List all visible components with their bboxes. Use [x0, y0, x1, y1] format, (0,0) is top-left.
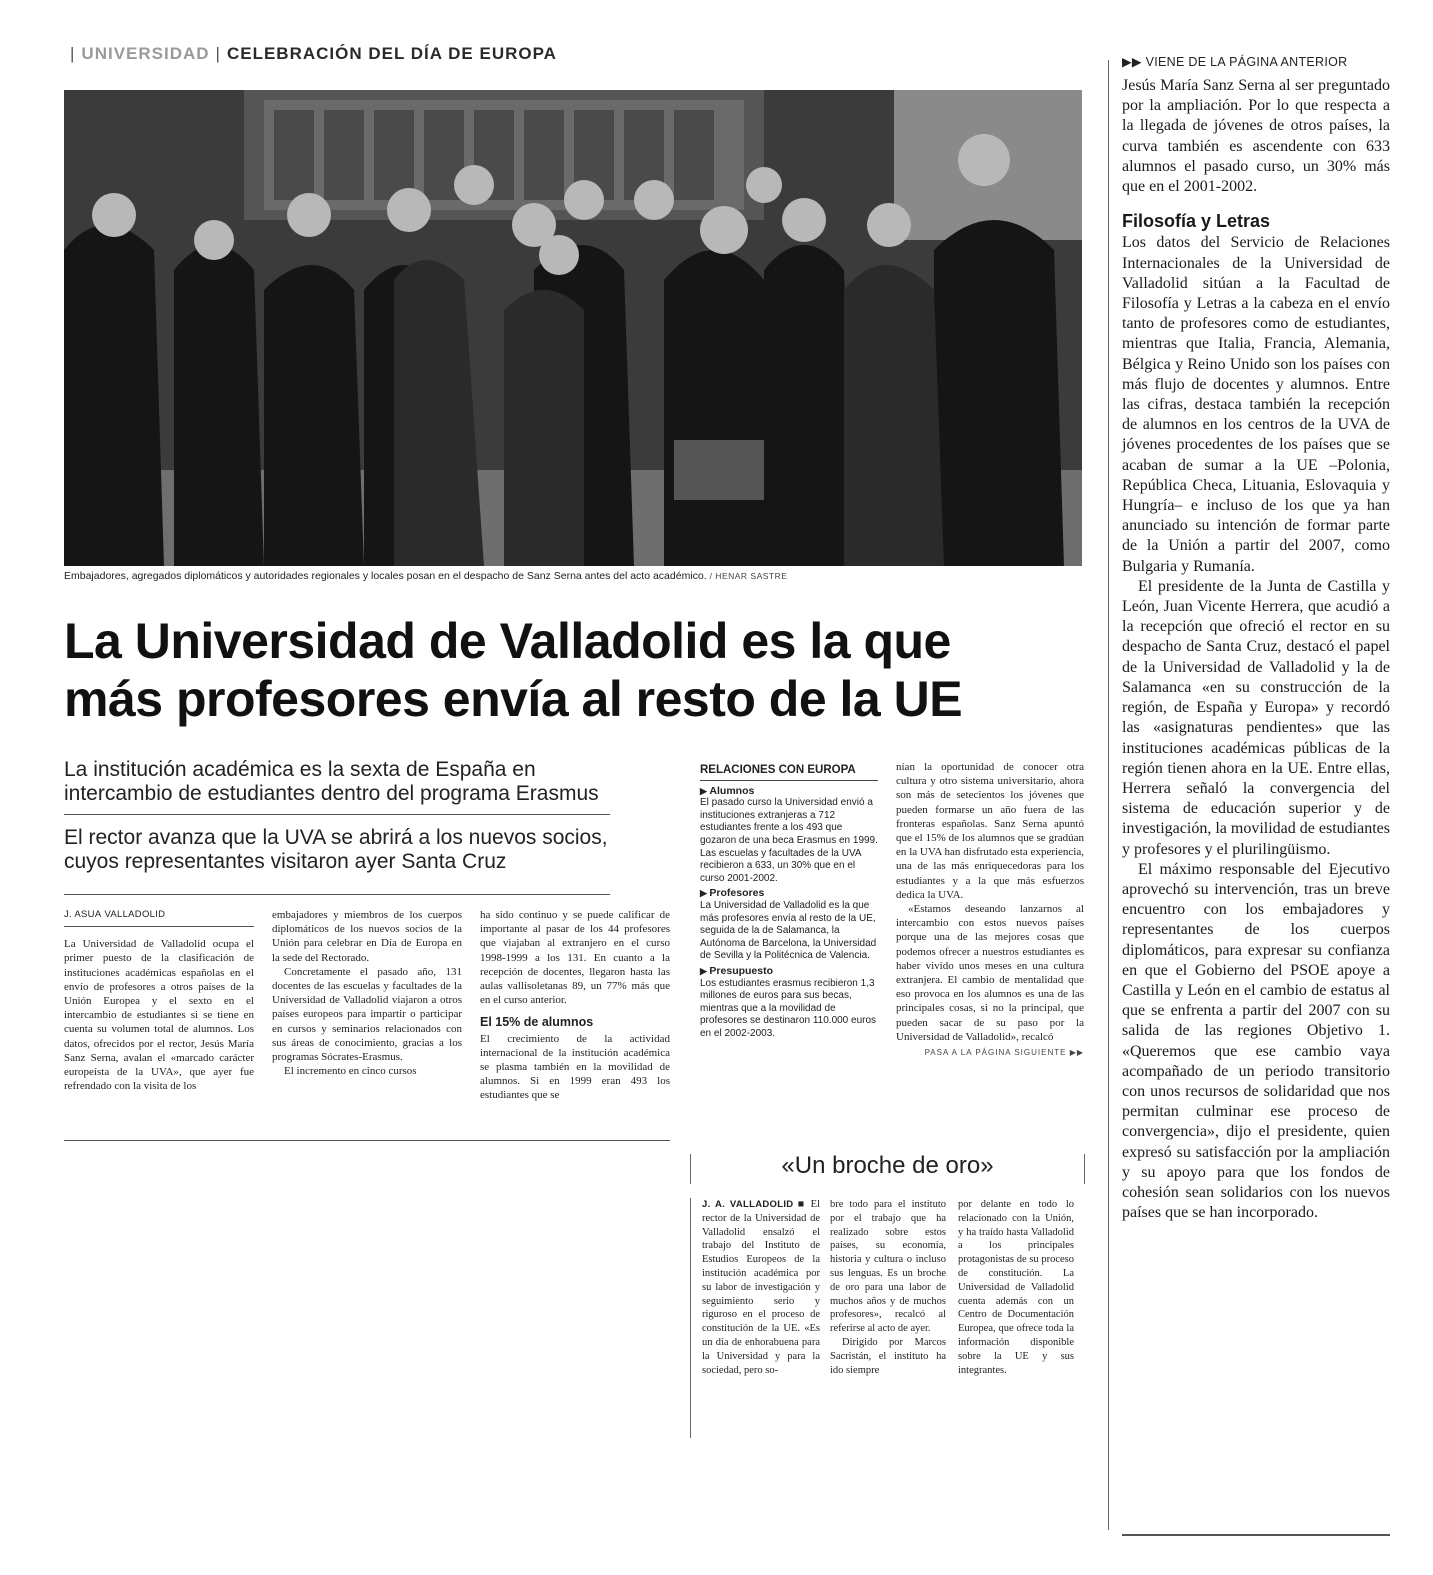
- section-header: | UNIVERSIDAD | CELEBRACIÓN DEL DÍA DE EUROPA: [70, 44, 557, 63]
- sidebar-story-column-3: [958, 1198, 1074, 1377]
- subhead-divider: [64, 814, 610, 815]
- article-paragraph: El incremento en cinco cursos: [284, 1065, 417, 1078]
- continue-note: PASA A LA PÁGINA SIGUIENTE ▶▶: [924, 1048, 1084, 1058]
- caption-text: Embajadores, agregados diplomáticos y autoridades regionales y locales posan en el despacho de Sanz Serna antes del acto académico.: [64, 570, 707, 582]
- column-divider: [1108, 60, 1109, 1530]
- group-photo: [64, 90, 1082, 566]
- headline-line-1: La Universidad de Valladolid es la que: [64, 613, 951, 669]
- info-box-heading: ▶ Profesores: [700, 887, 878, 900]
- right-column-paragraph: El máximo responsable del Ejecutivo aprovechó su intervención, tras un breve encuentro con los embajadores y representantes de los cuerpos diplomáticos, para expresar su confianza en que el Gobierno del PSOE apoye a Castilla y León en el cambio de estatus al que se enfrenta a partir del 2007 con su salida de las regiones Objetivo 1. «Queremos que ese cambio vaya acompañado de un periodo transitorio con unos recursos de solidaridad que nos permitan culminar ese proceso de convergencia», dijo el presidente, quien expresó su satisfacción por la ampliación y su apoyo para que los fondos de cohesión sean solidarios con los nuevos países que se han incorporado.: [1122, 860, 1390, 1222]
- page-bottom-rule: [1122, 1534, 1390, 1536]
- article-column-4: [896, 760, 1084, 1060]
- article-paragraph: La Universidad de Valladolid ocupa el primer puesto de la clasificación de instituciones académicas españolas en el envío de profesores a otros países de la Unión Europea y el sexto en el intercambio de estudiantes si se tiene en cuenta su volumen total de alumnos. Los datos, ofrecidos por el rector, Jesús María Sanz Serna, avalan el «marcado carácter europeísta de la UVA», que ayer fue refrendado con la visita de los: [64, 938, 254, 1093]
- sidebar-story-paragraph: Dirigido por Marcos Sacristán, el instituto ha ido siempre: [830, 1336, 946, 1376]
- info-box-heading: ▶ Presupuesto: [700, 965, 878, 978]
- article-paragraph: El crecimiento de la actividad internacional de la institución académica se plasma también en la movilidad de alumnos. Si en 1999 eran 493 los estudiantes que se: [480, 1032, 670, 1102]
- byline-rule: [64, 926, 254, 927]
- right-column: [1122, 76, 1390, 1223]
- right-column-paragraph: Los datos del Servicio de Relaciones Internacionales de la Universidad de Valladolid sitúan a la Facultad de Filosofía y Letras a la cabeza en el envío tanto de profesores como de estudiantes, mientras que Italia, Francia, Alemania, Bélgica y Reino Unido son los países con más flujo de docentes y alumnos. Entre las cifras, destaca también la recepción de alumnos en los centros de la UVA de jóvenes procedentes de los países que se acaban de sumar a la UE –Polonia, República Checa, Lituania, Eslovaquia y Hungría– e incluso de los que ya han anunciado su intención de formar parte de la Unión a partir del 2007, como Bulgaria y Rumanía.: [1122, 234, 1390, 575]
- headline-line-2: más profesores envía al resto de la UE: [64, 671, 963, 727]
- article-paragraph: embajadores y miembros de los cuerpos diplomáticos de los nuevos socios de la Unión para celebrar en Día de Europa en la sede del Rectorado.: [272, 909, 462, 964]
- continued-from-note: ▶▶ VIENE DE LA PÁGINA ANTERIOR: [1122, 55, 1348, 69]
- article-bottom-rule: [64, 1140, 670, 1141]
- article-paragraph: nían la oportunidad de conocer otra cultura y otro sistema universitario, ahora son más de setecientos los jóvenes que pueden formarse un año fuera de las fronteras españolas. Sanz Serna apuntó que el 15% de los alumnos que se gradúan en la UVA han disfrutado esta experiencia, una de las más enriquecedoras para los estudiantes y a la que más esfuerzos dedica la UVA.: [896, 761, 1084, 901]
- info-box: [700, 764, 878, 1040]
- sidebar-byline: J. A. VALLADOLID: [702, 1199, 794, 1210]
- article-column-3: [480, 908, 670, 1103]
- article-paragraph: Concretamente el pasado año, 131 docentes de las escuelas y facultades de la Universidad de Valladolid viajaron a otros países europeos para impartir o participar en cursos y seminarios relacionados con sus áreas de conocimiento, gracias a los programas Sócrates-Erasmus.: [272, 965, 462, 1064]
- subhead-1: La institución académica es la sexta de España en intercambio de estudiantes dentro del programa Erasmus: [64, 758, 599, 805]
- section-label: UNIVERSIDAD: [81, 44, 210, 63]
- article-subheading: El 15% de alumnos: [480, 1015, 594, 1030]
- subhead-2: El rector avanza que la UVA se abrirá a los nuevos socios, cuyos representantes visitaron ayer Santa Cruz: [64, 826, 608, 873]
- info-box-heading: ▶ Alumnos: [700, 785, 878, 798]
- info-box-text: El pasado curso la Universidad envió a instituciones extranjeras a 712 estudiantes frente a los 493 que gozaron de una beca Erasmus en 1999. Las escuelas y facultades de la UVA recibieron a 633, un 30% que en el curso 2001-2002.: [700, 797, 878, 884]
- photo-caption: [64, 570, 1084, 582]
- sidebar-story-paragraph: J. A. VALLADOLID ■ El rector de la Universidad de Valladolid ensalzó el trabajo del Instituto de Estudios Europeos de la institución académica por su labor de investigación y seguimiento serio y riguroso en el proceso de constitución de la UE. «Es un día de enhorabuena para la Universidad y para la sociedad, pero so-: [702, 1199, 820, 1376]
- divider: [690, 1198, 691, 1438]
- sidebar-story-column-1: [702, 1198, 820, 1377]
- info-box-text: La Universidad de Valladolid es la que más profesores envía al resto de la UE, seguida de la de Salamanca, la Autónoma de Barcelona, la Universidad de Sevilla y la Politécnica de Valencia.: [700, 899, 877, 962]
- info-box-title: RELACIONES CON EUROPA: [700, 764, 878, 781]
- article-paragraph: «Estamos deseando lanzarnos al intercambio con estos nuevos países porque una de las mejores cosas que podemos ofrecer a nuestros estudiantes es haber vivido unos meses en una cultura extranjera. El cambio de mentalidad que eso provoca en los alumnos es una de las principales cosas, si no la principal, que pueden sacar de su paso por la Universidad de Valladolid», recalcó: [896, 903, 1084, 1043]
- right-column-heading: Filosofía y Letras: [1122, 211, 1271, 232]
- article-column-1: [64, 908, 254, 1093]
- right-column-paragraph: El presidente de la Junta de Castilla y León, Juan Vicente Herrera, que acudió a la recepción que ofreció el rector en su despacho de Santa Cruz, destacó el papel de la Universidad de Valladolid y la de Salamanca «en su construcción de la región, de España y Europa» y recordó las «asignaturas pendientes» que las instituciones académicas públicas de la región tienen ahora en la UE. Entre ellas, Herrera señaló la convergencia del sistema de educación superior y de investigación, la movilidad de estudiantes y profesores y el plurilingüismo.: [1122, 577, 1390, 858]
- byline: J. ASUA VALLADOLID: [64, 909, 166, 920]
- section-title: CELEBRACIÓN DEL DÍA DE EUROPA: [226, 44, 557, 63]
- article-column-2: [272, 908, 462, 1078]
- photo-credit: / HENAR SASTRE: [709, 571, 788, 581]
- right-column-paragraph: Jesús María Sanz Serna al ser preguntado por la ampliación. Por lo que respecta a la llegada de jóvenes de otros países, la curva también es ascendente con 633 alumnos el pasado curso, un 30% más que en el 2001-2002.: [1122, 77, 1390, 196]
- headline: [64, 612, 1084, 728]
- info-box-text: Los estudiantes erasmus recibieron 1,3 millones de euros para sus becas, mientras que a la movilidad de profesores se destinaron 110.000 euros en el 2002-2003.: [700, 977, 877, 1039]
- sidebar-story-column-2: [830, 1198, 946, 1377]
- article-paragraph: ha sido continuo y se puede calificar de importante al pasar de los 44 profesores que viajaban al extranjero en el curso 1998-1999 a los 131. En cuanto a la recepción de docentes, llegaron hasta las aulas vallisoletanas 89, un 77% más que en el curso anterior.: [480, 909, 670, 1007]
- subhead-divider: [64, 894, 610, 895]
- sidebar-story-paragraph: por delante en todo lo relacionado con la Unión, y ha traído hasta Valladolid a los principales protagonistas de su proceso de constitución. La Universidad de Valladolid cuenta además con un Centro de Documentación Europea, que ofrece toda la información disponible sobre la UE y sus integrantes.: [958, 1199, 1074, 1376]
- sidebar-story-paragraph: bre todo para el instituto por el trabajo que ha realizado sobre estos países, su economía, historia y cultura o incluso sus lenguas. Es un broche de oro para una labor de muchos años y de muchos profesores», recalcó al referirse al acto de ayer.: [830, 1199, 946, 1335]
- sidebar-story-title: «Un broche de oro»: [781, 1152, 994, 1179]
